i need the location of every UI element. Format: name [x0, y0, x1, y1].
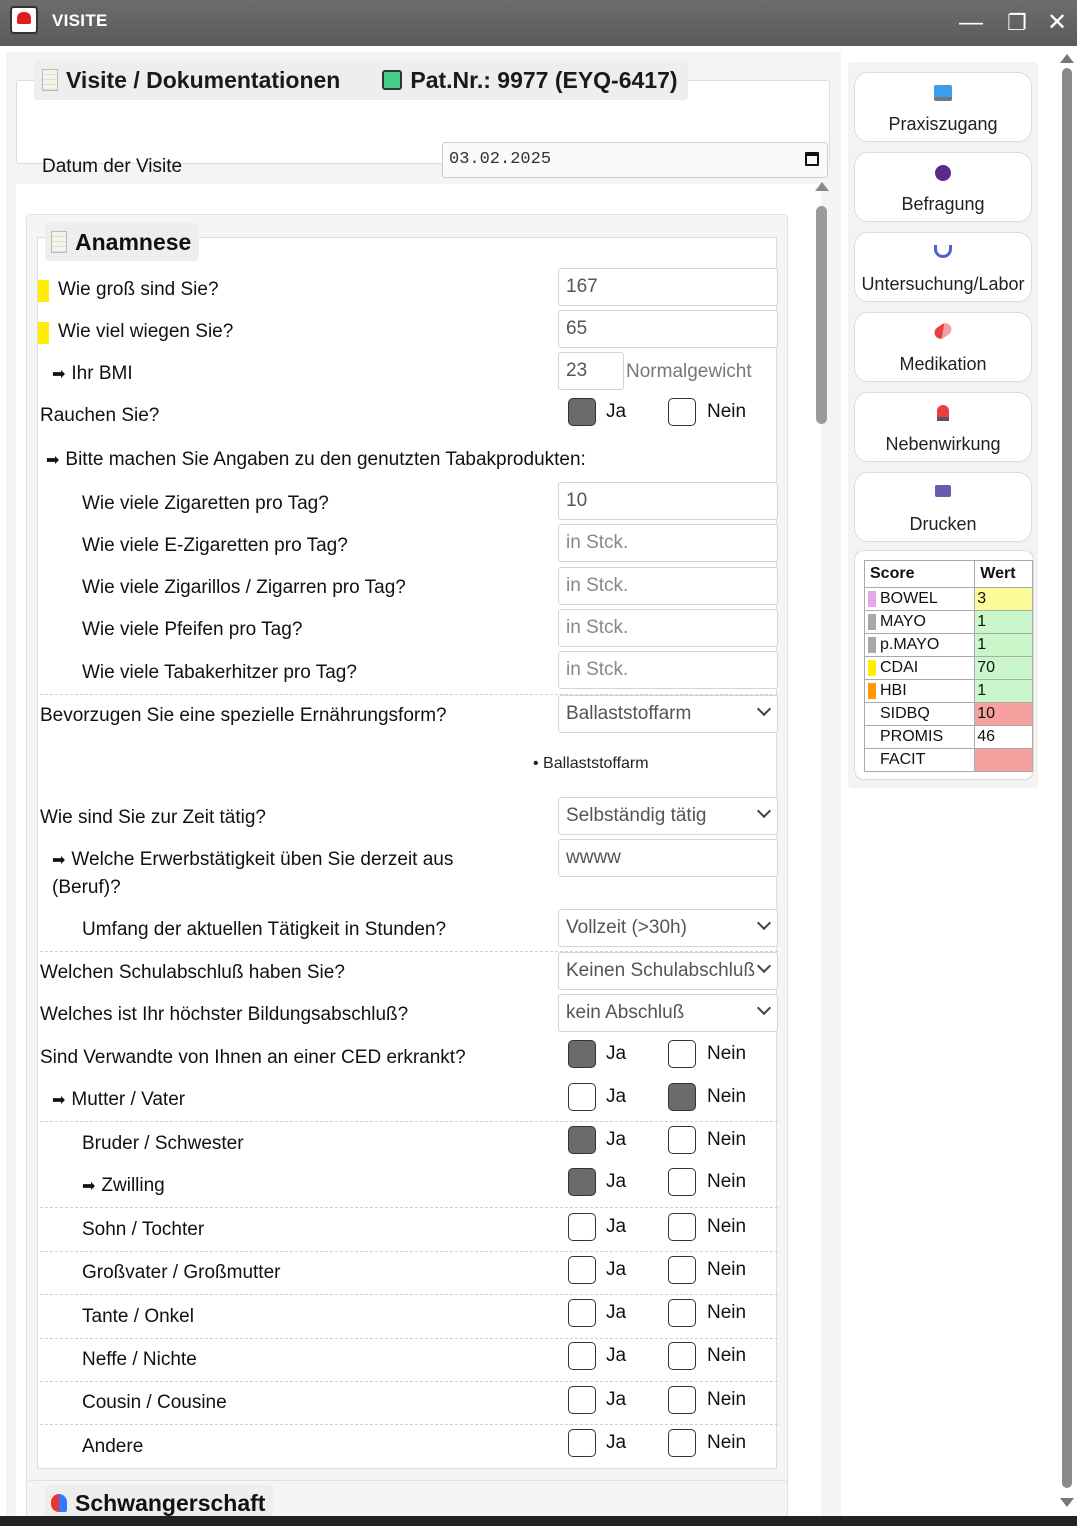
sidebar-button-untersuchunglabor[interactable] — [854, 232, 1032, 302]
row-divider — [40, 1121, 778, 1122]
sidebar-button-label: Befragung — [901, 194, 985, 214]
relative-8-ja-label: Ja — [606, 1432, 627, 1453]
beruf-question-line2 — [52, 877, 121, 899]
relative-3-ja-checkbox[interactable] — [568, 1213, 596, 1241]
relative-question-text: Zwilling — [101, 1175, 165, 1196]
scroll-up-icon[interactable] — [815, 182, 829, 191]
bmi-input-value: 23 — [566, 360, 588, 381]
job-question — [40, 807, 266, 829]
score-table — [864, 560, 1033, 772]
main-panel — [6, 52, 841, 1522]
date-label: Datum der Visite — [42, 156, 183, 177]
relative-question-text: Sohn / Tochter — [82, 1219, 205, 1240]
score-row — [865, 749, 1033, 772]
tabak-question — [82, 662, 357, 684]
arrow-right-icon: ➡ — [46, 452, 60, 469]
bmi-label-text: Ihr BMI — [71, 363, 133, 384]
weight-input-value: 65 — [566, 318, 588, 339]
score-name — [865, 680, 975, 703]
value-header: Wert — [975, 561, 1033, 588]
beruf-question — [52, 849, 453, 871]
score-value: 70 — [975, 657, 1033, 680]
diet-list-item: • Ballaststoffarm — [533, 755, 649, 772]
height-input[interactable] — [558, 268, 778, 306]
row-divider — [40, 1381, 778, 1382]
window-title: VISITE — [52, 11, 108, 30]
smoking-ja-checkbox[interactable] — [568, 398, 596, 426]
relative-8-nein-label: Nein — [707, 1432, 747, 1453]
taskbar-edge — [0, 1516, 1077, 1526]
patient-number: Pat.Nr.: 9977 (EYQ-6417) — [410, 66, 678, 93]
visit-date-value: 03.02.2025 — [449, 150, 552, 169]
page-title: Visite / Dokumentationen — [66, 66, 341, 93]
calendar-icon[interactable] — [805, 152, 819, 166]
sidebar — [848, 62, 1038, 788]
section-anamnese — [26, 214, 788, 1524]
tabak-question-text: Wie viele Pfeifen pro Tag? — [82, 619, 303, 640]
tabak-question-text: Wie viele E-Zigaretten pro Tag? — [82, 535, 348, 556]
tabak-input-value: in Stck. — [566, 575, 629, 596]
printer-icon — [935, 485, 951, 497]
relative-8-nein-checkbox[interactable] — [668, 1429, 696, 1457]
umfang-question-text: Umfang der aktuellen Tätigkeit in Stunden? — [82, 919, 447, 940]
monitor-icon — [934, 85, 952, 101]
height-input-value: 167 — [566, 276, 598, 297]
tabak-question — [82, 577, 406, 599]
relative-question-text: Andere — [82, 1436, 144, 1457]
tabak-hint — [46, 449, 586, 471]
relative-question-text: Mutter / Vater — [71, 1089, 186, 1110]
score-swatch — [868, 614, 876, 630]
tabak-input-value: in Stck. — [566, 532, 629, 553]
score-name — [865, 749, 975, 772]
ced-question — [40, 1047, 466, 1069]
education-question — [40, 1004, 408, 1026]
chevron-down-icon — [757, 916, 771, 930]
notepad-icon — [51, 231, 67, 253]
sidebar-button-label: Untersuchung/Labor — [861, 274, 1025, 294]
required-marker — [38, 280, 49, 302]
job-select[interactable] — [558, 797, 778, 835]
score-value: 46 — [975, 726, 1033, 749]
education-select[interactable] — [558, 994, 778, 1032]
score-name — [865, 726, 975, 749]
weight-question — [58, 321, 233, 343]
relative-question — [82, 1436, 143, 1458]
smoking-question — [40, 405, 159, 427]
tabak-question — [82, 493, 329, 515]
scroll-thumb[interactable] — [816, 206, 827, 424]
relative-5-nein-label: Nein — [707, 1302, 747, 1323]
ced-nein-label: Nein — [707, 1043, 747, 1064]
anamnese-body — [37, 237, 777, 1469]
chevron-down-icon — [757, 804, 771, 818]
height-question — [58, 279, 219, 301]
relative-0-ja-checkbox[interactable] — [568, 1083, 596, 1111]
row-divider — [40, 1338, 778, 1339]
relative-5-nein-checkbox[interactable] — [668, 1299, 696, 1327]
tabak-question — [82, 535, 348, 557]
umfang-select[interactable] — [558, 909, 778, 947]
tabak-input-value: 10 — [566, 490, 588, 511]
relative-7-nein-label: Nein — [707, 1389, 747, 1410]
scroll-thumb[interactable] — [1062, 68, 1072, 1488]
relative-3-nein-label: Nein — [707, 1216, 747, 1237]
score-name-text: MAYO — [880, 613, 926, 630]
relative-2-ja-checkbox[interactable] — [568, 1168, 596, 1196]
smoking-nein-checkbox[interactable] — [668, 398, 696, 426]
relative-question — [52, 1089, 185, 1111]
relative-5-ja-label: Ja — [606, 1302, 627, 1323]
score-swatch — [868, 591, 876, 607]
relative-1-ja-label: Ja — [606, 1129, 627, 1150]
diet-question-text: Bevorzugen Sie eine spezielle Ernährungsform? — [40, 705, 447, 726]
relative-question — [82, 1349, 197, 1371]
score-value: 1 — [975, 634, 1033, 657]
beruf-question-text: Welche Erwerbstätigkeit üben Sie derzeit aus — [71, 849, 454, 870]
relative-question-text: Tante / Onkel — [82, 1306, 194, 1327]
notepad-icon — [42, 69, 58, 91]
sidebar-button-label: Drucken — [909, 514, 977, 534]
bmi-classification: Normalgewicht — [626, 361, 752, 382]
score-row — [865, 657, 1033, 680]
title-bar — [0, 0, 1077, 46]
sidebar-button-label: Nebenwirkung — [885, 434, 1001, 454]
score-name — [865, 657, 975, 680]
relative-4-nein-checkbox[interactable] — [668, 1256, 696, 1284]
relative-6-nein-checkbox[interactable] — [668, 1342, 696, 1370]
tabak-input-value: in Stck. — [566, 617, 629, 638]
score-name-text: BOWEL — [880, 590, 938, 607]
score-swatch — [868, 683, 876, 699]
relative-2-nein-label: Nein — [707, 1171, 747, 1192]
score-row — [865, 703, 1033, 726]
stethoscope-icon — [934, 245, 952, 258]
score-name — [865, 703, 975, 726]
tabak-input[interactable] — [558, 651, 778, 689]
bmi-label — [52, 363, 133, 385]
tabak-input-value: in Stck. — [566, 659, 629, 680]
school-select-value: Keinen Schulabschluß — [566, 960, 756, 981]
sidebar-button-befragung[interactable] — [854, 152, 1032, 222]
tabak-question-text: Wie viele Zigaretten pro Tag? — [82, 493, 329, 514]
score-name-text: SIDBQ — [880, 705, 930, 722]
pill-icon — [932, 321, 954, 341]
relative-6-nein-label: Nein — [707, 1345, 747, 1366]
umfang-select-value: Vollzeit (>30h) — [566, 917, 687, 938]
relative-question — [82, 1133, 244, 1155]
score-header: Score — [865, 561, 975, 588]
smoking-nein-label: Nein — [707, 401, 747, 422]
relative-8-ja-checkbox[interactable] — [568, 1429, 596, 1457]
score-value: 3 — [975, 588, 1033, 611]
relative-question-text: Neffe / Nichte — [82, 1349, 197, 1370]
beruf-input[interactable] — [558, 839, 778, 877]
education-select-value: kein Abschluß — [566, 1002, 685, 1023]
school-question — [40, 962, 345, 984]
relative-question — [82, 1392, 227, 1414]
minimize-icon[interactable]: — — [959, 9, 983, 36]
arrow-right-icon: ➡ — [52, 852, 66, 869]
relative-6-ja-label: Ja — [606, 1345, 627, 1366]
relative-1-ja-checkbox[interactable] — [568, 1126, 596, 1154]
scroll-down-icon[interactable] — [1060, 1498, 1074, 1507]
maximize-icon[interactable]: ❐ — [1007, 10, 1027, 35]
alarm-light-icon — [937, 405, 949, 421]
score-name — [865, 634, 975, 657]
chevron-down-icon — [757, 1001, 771, 1015]
umfang-question — [82, 919, 446, 941]
arrow-right-icon: ➡ — [82, 1178, 96, 1195]
tabak-question-text: Wie viele Zigarillos / Zigarren pro Tag? — [82, 577, 406, 598]
score-name-text: FACIT — [880, 751, 926, 768]
sidebar-button-label: Praxiszugang — [888, 114, 998, 134]
relative-1-nein-checkbox[interactable] — [668, 1126, 696, 1154]
arrow-right-icon: ➡ — [52, 1092, 66, 1109]
speech-head-icon — [935, 165, 951, 181]
chevron-down-icon — [757, 959, 771, 973]
education-question-text: Welches ist Ihr höchster Bildungsabschluß? — [40, 1004, 409, 1025]
row-divider — [40, 1424, 778, 1425]
app-heart-icon — [10, 6, 38, 34]
scroll-up-icon[interactable] — [1060, 54, 1074, 63]
relative-question — [82, 1219, 204, 1241]
heart-pin-icon — [51, 1494, 67, 1512]
relative-question — [82, 1306, 194, 1328]
relative-4-nein-label: Nein — [707, 1259, 747, 1280]
tabak-input[interactable] — [558, 524, 778, 562]
close-icon[interactable]: ✕ — [1046, 9, 1068, 36]
beruf-question-line2-text: (Beruf)? — [52, 877, 121, 898]
score-name-text: CDAI — [880, 659, 919, 676]
score-name — [865, 588, 975, 611]
score-name — [865, 611, 975, 634]
score-row — [865, 611, 1033, 634]
score-row — [865, 680, 1033, 703]
schwangerschaft-title: Schwangerschaft — [75, 1489, 266, 1516]
relative-0-nein-checkbox[interactable] — [668, 1083, 696, 1111]
score-value — [975, 749, 1033, 772]
relative-4-ja-label: Ja — [606, 1259, 627, 1280]
relative-2-ja-label: Ja — [606, 1171, 627, 1192]
weight-question-text: Wie viel wiegen Sie? — [58, 321, 234, 342]
job-question-text: Wie sind Sie zur Zeit tätig? — [40, 807, 266, 828]
relative-0-ja-label: Ja — [606, 1086, 627, 1107]
diet-select[interactable] — [558, 695, 778, 733]
ced-ja-checkbox[interactable] — [568, 1040, 596, 1068]
tabak-hint-text: Bitte machen Sie Angaben zu den genutzten Tabakprodukten: — [65, 449, 586, 470]
relative-7-ja-checkbox[interactable] — [568, 1386, 596, 1414]
tabak-input[interactable] — [558, 482, 778, 520]
relative-3-ja-label: Ja — [606, 1216, 627, 1237]
score-panel — [854, 550, 1034, 780]
score-row — [865, 726, 1033, 749]
relative-5-ja-checkbox[interactable] — [568, 1299, 596, 1327]
ced-ja-label: Ja — [606, 1043, 627, 1064]
arrow-right-icon: ➡ — [52, 366, 66, 383]
score-value: 1 — [975, 680, 1033, 703]
row-divider — [40, 1251, 778, 1252]
smoking-ja-label: Ja — [606, 401, 627, 422]
score-swatch — [868, 637, 876, 653]
beruf-input-value: wwww — [566, 847, 621, 868]
score-name-text: HBI — [880, 682, 907, 699]
form-scroll-area[interactable] — [16, 184, 821, 1524]
chevron-down-icon — [757, 702, 771, 716]
score-row — [865, 588, 1033, 611]
sidebar-button-medikation[interactable] — [854, 312, 1032, 382]
diet-list-item-text: Ballaststoffarm — [543, 755, 649, 772]
row-divider — [40, 1207, 778, 1208]
relative-question-text: Bruder / Schwester — [82, 1133, 244, 1154]
job-select-value: Selbständig tätig — [566, 805, 707, 826]
school-question-text: Welchen Schulabschluß haben Sie? — [40, 962, 345, 983]
tabak-input[interactable] — [558, 609, 778, 647]
relative-1-nein-label: Nein — [707, 1129, 747, 1150]
relative-6-ja-checkbox[interactable] — [568, 1342, 596, 1370]
anamnese-title: Anamnese — [75, 228, 192, 255]
row-divider — [40, 1294, 778, 1295]
relative-4-ja-checkbox[interactable] — [568, 1256, 596, 1284]
height-question-text: Wie groß sind Sie? — [58, 279, 219, 300]
ced-nein-checkbox[interactable] — [668, 1040, 696, 1068]
bmi-input[interactable] — [558, 352, 624, 390]
form-scrollbar[interactable] — [814, 182, 830, 1522]
visit-date-input[interactable] — [442, 142, 828, 178]
relative-3-nein-checkbox[interactable] — [668, 1213, 696, 1241]
tabak-input[interactable] — [558, 567, 778, 605]
tabak-question-text: Wie viele Tabakerhitzer pro Tag? — [82, 662, 357, 683]
relative-question-text: Cousin / Cousine — [82, 1392, 227, 1413]
relative-question — [82, 1175, 165, 1197]
sidebar-button-label: Medikation — [899, 354, 987, 374]
ced-question-text: Sind Verwandte von Ihnen an einer CED erkrankt? — [40, 1047, 466, 1068]
relative-7-ja-label: Ja — [606, 1389, 627, 1410]
window-scrollbar[interactable] — [1060, 50, 1074, 1520]
tabak-question — [82, 619, 302, 641]
score-value: 10 — [975, 703, 1033, 726]
sidebar-button-nebenwirkung[interactable] — [854, 392, 1032, 462]
smoking-question-text: Rauchen Sie? — [40, 405, 160, 426]
score-value: 1 — [975, 611, 1033, 634]
relative-2-nein-checkbox[interactable] — [668, 1168, 696, 1196]
relative-question-text: Großvater / Großmutter — [82, 1262, 281, 1283]
diet-question — [40, 705, 447, 727]
diet-select-value: Ballaststoffarm — [566, 703, 692, 724]
sidebar-button-drucken[interactable] — [854, 472, 1032, 542]
school-select[interactable] — [558, 952, 778, 990]
header-tab — [34, 60, 688, 100]
score-name-text: p.MAYO — [880, 636, 940, 653]
relative-question — [82, 1262, 280, 1284]
relative-7-nein-checkbox[interactable] — [668, 1386, 696, 1414]
score-row — [865, 634, 1033, 657]
section-anamnese-title — [45, 223, 199, 261]
weight-input[interactable] — [558, 310, 778, 348]
sidebar-button-praxiszugang[interactable] — [854, 72, 1032, 142]
score-name-text: PROMIS — [880, 728, 944, 745]
required-marker — [38, 322, 49, 344]
patient-icon — [382, 70, 402, 90]
relative-0-nein-label: Nein — [707, 1086, 747, 1107]
score-swatch — [868, 660, 876, 676]
